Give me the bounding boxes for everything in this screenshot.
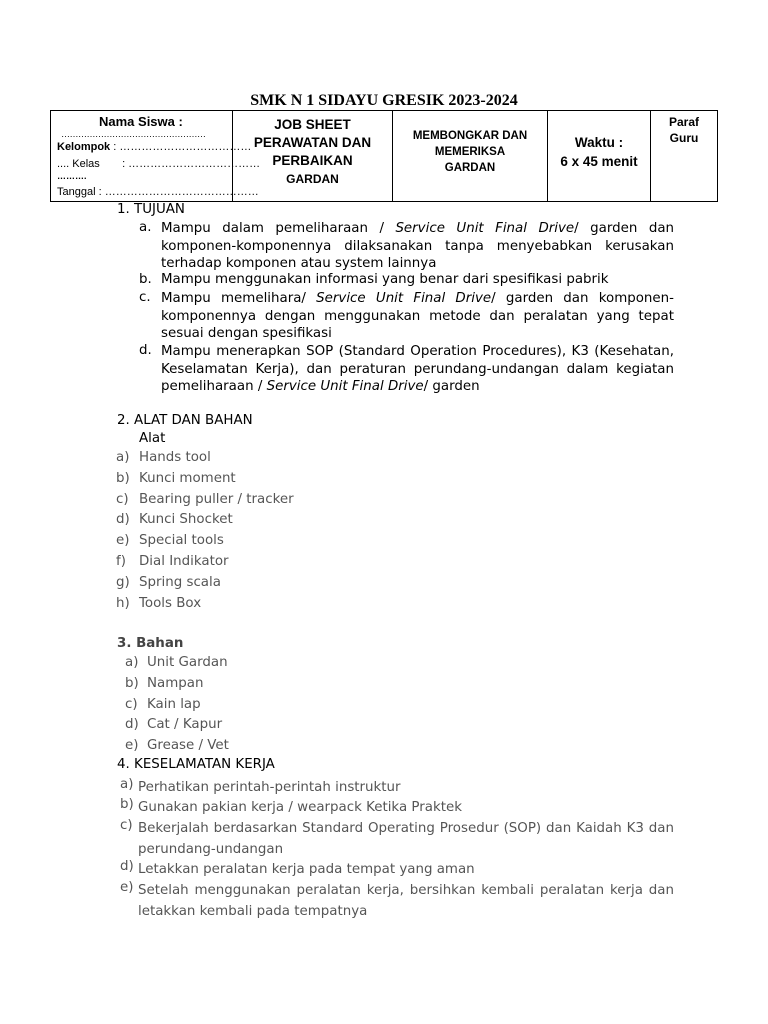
paraf-cell <box>651 111 717 201</box>
job-line-3: PERBAIKAN <box>272 153 353 168</box>
header-table <box>50 110 718 202</box>
keselamatan-item: Letakkan peralatan kerja pada tempat yang aman <box>138 862 475 877</box>
alat-item: Bearing puller / tracker <box>139 491 294 507</box>
bahan-item: Grease / Vet <box>147 738 229 754</box>
tanggal-label: Tanggal <box>57 186 96 198</box>
bahan-item: Cat / Kapur <box>147 717 223 733</box>
task-line-2: MEMERIKSA <box>434 146 506 158</box>
job-line-4: GARDAN <box>286 172 339 186</box>
alat-item-label: h) <box>116 595 130 611</box>
student-info-cell <box>51 111 261 201</box>
alat-item: Special tools <box>139 533 224 549</box>
tujuan-a-text: Mampu dalam pemeliharaan / Service Unit Final Drive/ garden dan komponen-komponennya dilaksanakan tanpa menyebabkan kerusakan terhadap komponen atau system lainnya <box>161 221 675 272</box>
alat-item-label: b) <box>116 470 130 486</box>
bahan-item-label: b) <box>125 675 139 691</box>
alat-item-label: f) <box>116 554 126 569</box>
bahan-item: Unit Gardan <box>147 655 228 670</box>
alat-item-label: c) <box>116 491 129 507</box>
bahan-item-label: c) <box>125 696 138 712</box>
keselamatan-item-label: d) <box>120 859 134 874</box>
kelas-fill: : ……………………………… <box>122 158 261 170</box>
kelompok-label: Kelompok <box>57 141 111 153</box>
bahan-item: Nampan <box>147 675 204 691</box>
alat-item: Hands tool <box>139 450 211 465</box>
waktu-value: 6 x 45 menit <box>560 154 638 169</box>
alat-item: Kunci Shocket <box>139 512 233 528</box>
tujuan-c-text: Mampu memelihara/ Service Unit Final Drive/ garden dan komponen-komponennya dengan menggunakan metode dan peralatan yang tepat sesuai dengan spesifikasi <box>161 291 674 342</box>
bahan-item-label: d) <box>125 717 139 733</box>
kelas-label: .... Kelas <box>57 158 100 170</box>
alat-heading: 2. ALAT DAN BAHAN <box>117 413 253 428</box>
document-title: SMK N 1 SIDAYU GRESIK 2023-2024 <box>250 92 518 109</box>
bahan-item-label: a) <box>125 655 139 670</box>
tujuan-c-label: c. <box>139 290 151 305</box>
nama-siswa-label: Nama Siswa : <box>99 114 183 129</box>
keselamatan-item-label: b) <box>120 797 134 812</box>
keselamatan-item-label: a) <box>120 777 134 792</box>
alat-item-label: g) <box>116 574 130 590</box>
keselamatan-item: Perhatikan perintah-perintah instruktur <box>138 780 401 795</box>
alat-subheading: Alat <box>139 431 166 446</box>
paraf-label-2: Guru <box>669 131 699 145</box>
alat-item: Kunci moment <box>139 470 236 486</box>
keselamatan-item: Setelah menggunakan peralatan kerja, bersihkan kembali peralatan kerja dan letakkan kembali pada tempatnya <box>138 883 674 919</box>
tujuan-d-label: d. <box>139 343 152 358</box>
tanggal-fill: : …………………………………… <box>98 186 259 198</box>
job-sheet-cell <box>233 111 393 201</box>
alat-item-label: a) <box>116 450 130 465</box>
kelas-cont: ………. <box>57 171 87 181</box>
keselamatan-item: Bekerjalah berdasarkan Standard Operating Prosedur (SOP) dan Kaidah K3 dan perundang-undangan <box>138 821 674 857</box>
alat-item-label: e) <box>116 533 130 549</box>
paraf-label-1: Paraf <box>668 115 700 129</box>
bahan-heading: 3. Bahan <box>117 636 184 651</box>
keselamatan-heading: 4. KESELAMATAN KERJA <box>117 757 275 772</box>
waktu-label: Waktu : <box>574 135 624 150</box>
alat-item: Dial Indikator <box>139 554 229 569</box>
keselamatan-item-label: c) <box>120 818 133 833</box>
task-cell <box>393 111 548 201</box>
task-line-3: GARDAN <box>444 162 496 174</box>
keselamatan-item: Gunakan pakian kerja / wearpack Ketika Praktek <box>138 800 462 815</box>
job-line-1: JOB SHEET <box>274 117 351 132</box>
task-line-1: MEMBONGKAR DAN <box>412 130 528 142</box>
nama-siswa-dots: …………………………………………… <box>61 129 206 139</box>
tujuan-d-text: Mampu menerapkan SOP (Standard Operation Procedures), K3 (Kesehatan, Keselamatan Kerja), dan peraturan perundang-undangan dalam kegiatan pemeliharaan / Service Unit Final Drive/ garden <box>161 344 674 395</box>
alat-item: Tools Box <box>139 595 202 611</box>
waktu-cell <box>548 111 651 201</box>
job-line-2: PERAWATAN DAN <box>253 135 372 150</box>
tujuan-heading: 1. TUJUAN <box>117 202 185 217</box>
alat-item-label: d) <box>116 512 130 528</box>
bahan-item-label: e) <box>125 738 139 754</box>
tujuan-a-label: a. <box>139 220 152 235</box>
keselamatan-item-label: e) <box>120 880 134 895</box>
alat-item: Spring scala <box>139 574 221 590</box>
tujuan-b-label: b. <box>139 272 152 287</box>
bahan-item: Kain lap <box>147 696 201 712</box>
kelompok-fill: : ……………………………… <box>113 141 252 153</box>
tujuan-b-text: Mampu menggunakan informasi yang benar dari spesifikasi pabrik <box>161 272 609 287</box>
